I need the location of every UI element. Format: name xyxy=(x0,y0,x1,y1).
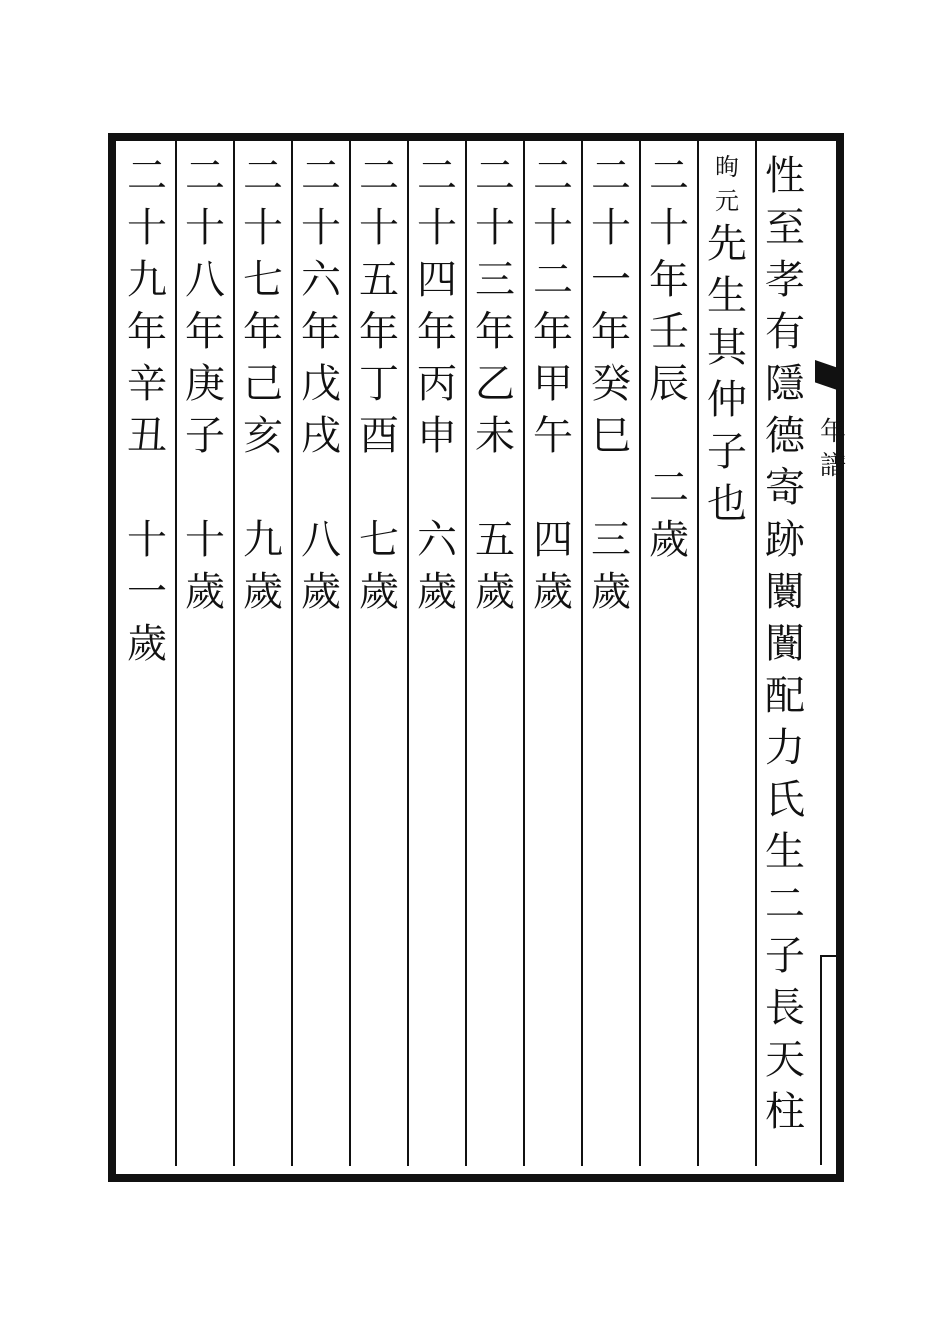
column-char: 十 xyxy=(475,205,515,251)
text-column xyxy=(180,150,230,1160)
column-char: 巳 xyxy=(591,413,631,459)
column-char: 柱 xyxy=(765,1089,805,1135)
margin-rule xyxy=(820,955,822,1165)
column-char: 子 xyxy=(707,429,747,475)
column-rule xyxy=(291,141,293,1166)
column-char: 闤 xyxy=(765,569,805,615)
column-char: 年 xyxy=(533,309,573,355)
text-column xyxy=(702,150,752,1160)
column-char: 仲 xyxy=(707,377,747,423)
column-char: 戌 xyxy=(301,413,341,459)
column-char: 辰 xyxy=(649,361,689,407)
text-column xyxy=(412,150,462,1160)
column-char: 子 xyxy=(185,413,225,459)
column-char: 二 xyxy=(185,153,225,199)
age-char: 歲 xyxy=(417,569,457,615)
age-char: 歲 xyxy=(301,569,341,615)
column-char: 己 xyxy=(243,361,283,407)
column-char: 丑 xyxy=(127,413,167,459)
age-char: 八 xyxy=(301,517,341,563)
column-rule xyxy=(349,141,351,1166)
column-char: 八 xyxy=(185,257,225,303)
column-char: 酉 xyxy=(359,413,399,459)
column-rule xyxy=(407,141,409,1166)
text-column xyxy=(122,150,172,1160)
column-char: 亥 xyxy=(243,413,283,459)
column-char: 年 xyxy=(359,309,399,355)
column-char: 跡 xyxy=(765,517,805,563)
column-char: 丙 xyxy=(417,361,457,407)
column-char: 二 xyxy=(533,153,573,199)
column-char: 孝 xyxy=(765,257,805,303)
column-char: 至 xyxy=(765,205,805,251)
column-char: 子 xyxy=(765,933,805,979)
age-char: 十 xyxy=(127,517,167,563)
text-column xyxy=(760,150,810,1160)
age-char: 二 xyxy=(649,465,689,511)
age-char: 歲 xyxy=(127,621,167,667)
column-char: 年 xyxy=(417,309,457,355)
column-char: 四 xyxy=(417,257,457,303)
column-char: 也 xyxy=(707,481,747,527)
column-char: 十 xyxy=(533,205,573,251)
column-char: 十 xyxy=(127,205,167,251)
text-column xyxy=(354,150,404,1160)
age-char: 歲 xyxy=(243,569,283,615)
age-char: 歲 xyxy=(475,569,515,615)
column-char: 性 xyxy=(765,153,805,199)
column-char: 申 xyxy=(417,413,457,459)
column-char: 年 xyxy=(301,309,341,355)
column-char: 德 xyxy=(765,413,805,459)
page-edge xyxy=(828,141,838,1166)
column-char: 年 xyxy=(185,309,225,355)
column-char: 丁 xyxy=(359,361,399,407)
column-rule xyxy=(755,141,757,1166)
column-rule xyxy=(465,141,467,1166)
column-char: 年 xyxy=(127,309,167,355)
column-char: 生 xyxy=(707,273,747,319)
margin-label-char: 年 xyxy=(819,417,846,447)
column-char: 闠 xyxy=(765,621,805,667)
column-char: 年 xyxy=(649,257,689,303)
column-char: 年 xyxy=(243,309,283,355)
column-char: 十 xyxy=(649,205,689,251)
column-char: 有 xyxy=(765,309,805,355)
age-char: 歲 xyxy=(591,569,631,615)
column-char: 十 xyxy=(243,205,283,251)
column-char: 隱 xyxy=(765,361,805,407)
column-char: 二 xyxy=(533,257,573,303)
column-char: 庚 xyxy=(185,361,225,407)
age-char: 歲 xyxy=(533,569,573,615)
text-column xyxy=(470,150,520,1160)
column-rule xyxy=(233,141,235,1166)
column-char: 先 xyxy=(707,221,747,267)
column-char: 二 xyxy=(301,153,341,199)
column-char: 二 xyxy=(359,153,399,199)
column-char: 二 xyxy=(417,153,457,199)
column-rule xyxy=(523,141,525,1166)
margin-label-char: 譜 xyxy=(819,451,846,481)
age-char: 歲 xyxy=(185,569,225,615)
age-char: 十 xyxy=(185,517,225,563)
column-char: 六 xyxy=(301,257,341,303)
column-char: 氏 xyxy=(765,777,805,823)
age-char: 四 xyxy=(533,517,573,563)
column-rule xyxy=(175,141,177,1166)
column-char: 十 xyxy=(185,205,225,251)
column-char: 生 xyxy=(765,829,805,875)
age-char: 歲 xyxy=(359,569,399,615)
column-char: 二 xyxy=(591,153,631,199)
age-char: 六 xyxy=(417,517,457,563)
column-char: 七 xyxy=(243,257,283,303)
age-char: 歲 xyxy=(649,517,689,563)
margin-label xyxy=(818,415,848,483)
text-column xyxy=(586,150,636,1160)
column-char: 未 xyxy=(475,413,515,459)
column-char: 癸 xyxy=(591,361,631,407)
small-note-char: 元 xyxy=(715,187,739,215)
column-char: 二 xyxy=(649,153,689,199)
age-char: 九 xyxy=(243,517,283,563)
column-char: 十 xyxy=(417,205,457,251)
age-char: 一 xyxy=(127,569,167,615)
margin-tick xyxy=(820,955,838,957)
age-char: 三 xyxy=(591,517,631,563)
column-char: 十 xyxy=(591,205,631,251)
column-char: 年 xyxy=(475,309,515,355)
text-column xyxy=(296,150,346,1160)
column-char: 二 xyxy=(243,153,283,199)
column-char: 二 xyxy=(765,881,805,927)
age-char: 七 xyxy=(359,517,399,563)
column-rule xyxy=(697,141,699,1166)
column-char: 壬 xyxy=(649,309,689,355)
column-char: 午 xyxy=(533,413,573,459)
column-char: 一 xyxy=(591,257,631,303)
text-column xyxy=(238,150,288,1160)
column-char: 乙 xyxy=(475,361,515,407)
column-char: 三 xyxy=(475,257,515,303)
column-char: 其 xyxy=(707,325,747,371)
column-char: 年 xyxy=(591,309,631,355)
column-char: 天 xyxy=(765,1037,805,1083)
age-char: 五 xyxy=(475,517,515,563)
column-char: 配 xyxy=(765,673,805,719)
column-char: 力 xyxy=(765,725,805,771)
small-note-char: 㫬 xyxy=(715,153,739,181)
text-column xyxy=(528,150,578,1160)
column-char: 十 xyxy=(359,205,399,251)
column-char: 二 xyxy=(475,153,515,199)
column-char: 甲 xyxy=(533,361,573,407)
column-char: 寄 xyxy=(765,465,805,511)
column-rule xyxy=(639,141,641,1166)
column-char: 辛 xyxy=(127,361,167,407)
column-rule xyxy=(581,141,583,1166)
text-column xyxy=(644,150,694,1160)
column-char: 二 xyxy=(127,153,167,199)
column-char: 戊 xyxy=(301,361,341,407)
column-char: 長 xyxy=(765,985,805,1031)
column-char: 九 xyxy=(127,257,167,303)
column-char: 十 xyxy=(301,205,341,251)
column-char: 五 xyxy=(359,257,399,303)
